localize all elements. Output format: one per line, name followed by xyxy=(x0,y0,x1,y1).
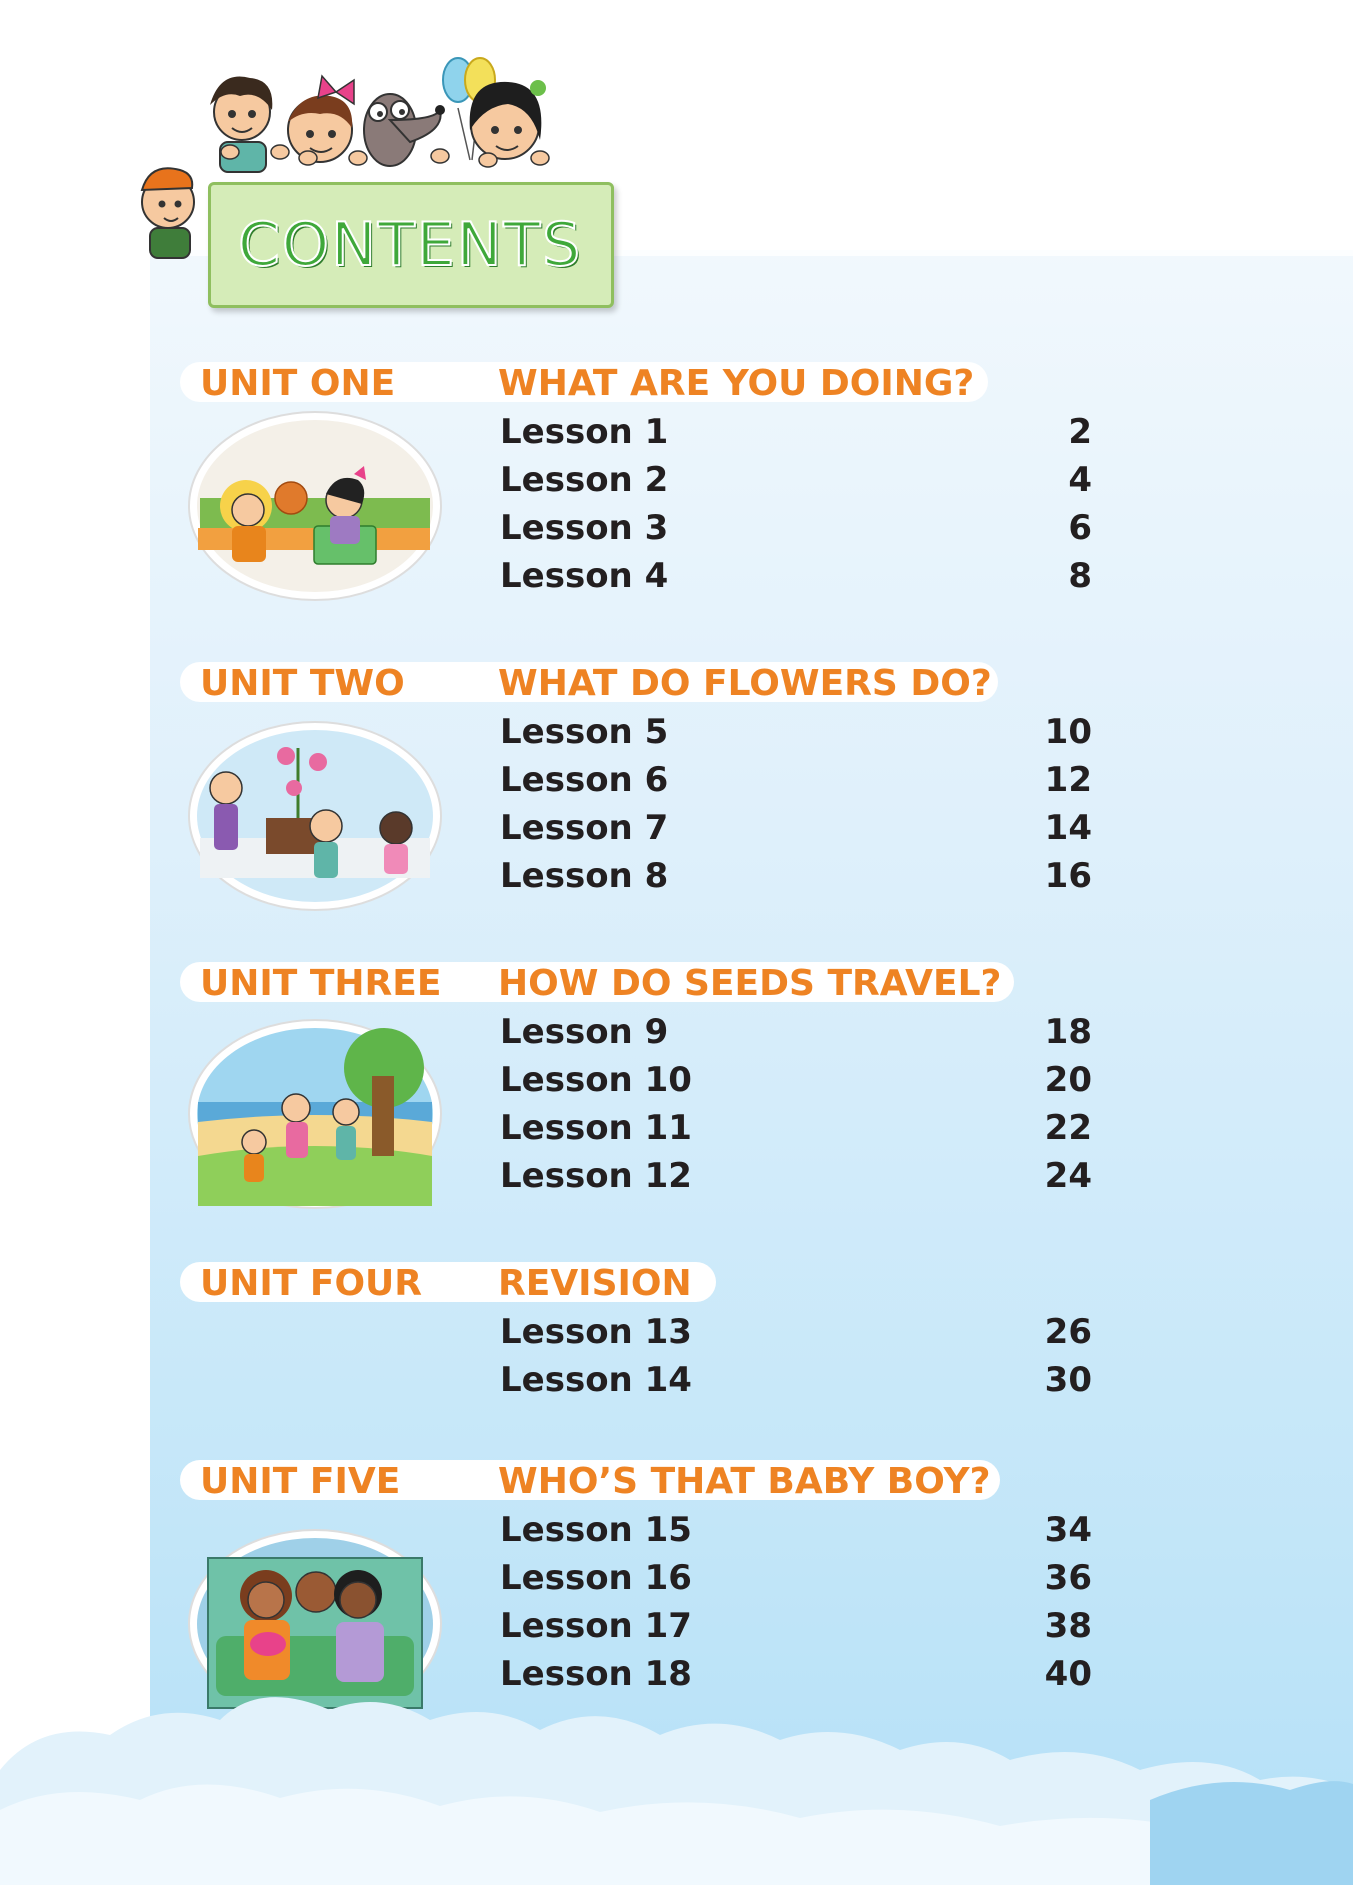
unit-label: UNIT ONE xyxy=(200,363,396,404)
lesson-row[interactable] xyxy=(500,758,1092,802)
lesson-name: Lesson 2 xyxy=(500,460,669,500)
lesson-name: Lesson 4 xyxy=(500,556,669,596)
unit-header xyxy=(180,662,998,702)
clouds-decoration xyxy=(0,1680,1353,1885)
lesson-row[interactable] xyxy=(500,1604,1092,1648)
unit-title: HOW DO SEEDS TRAVEL? xyxy=(498,963,1002,1004)
lesson-page: 34 xyxy=(1044,1510,1092,1550)
lesson-row[interactable] xyxy=(500,1154,1092,1198)
lesson-row[interactable] xyxy=(500,1058,1092,1102)
unit-title: WHO’S THAT BABY BOY? xyxy=(498,1461,991,1502)
lesson-page: 36 xyxy=(1044,1558,1092,1598)
lesson-name: Lesson 14 xyxy=(500,1360,692,1400)
lesson-row[interactable] xyxy=(500,1010,1092,1054)
lesson-page: 40 xyxy=(1044,1654,1092,1694)
lesson-page: 4 xyxy=(1068,460,1092,500)
lesson-row[interactable] xyxy=(500,506,1092,550)
unit-two-illustration xyxy=(186,718,444,914)
unit-label: UNIT THREE xyxy=(200,963,442,1004)
lesson-page: 18 xyxy=(1044,1012,1092,1052)
unit-label: UNIT FIVE xyxy=(200,1461,401,1502)
lesson-row[interactable] xyxy=(500,806,1092,850)
lesson-name: Lesson 16 xyxy=(500,1558,692,1598)
lesson-name: Lesson 15 xyxy=(500,1510,692,1550)
lesson-row[interactable] xyxy=(500,1310,1092,1354)
lesson-name: Lesson 8 xyxy=(500,856,669,896)
lesson-name: Lesson 12 xyxy=(500,1156,692,1196)
unit-three-illustration xyxy=(186,1016,444,1212)
unit-one-illustration xyxy=(186,408,444,604)
lesson-row[interactable] xyxy=(500,1556,1092,1600)
lesson-name: Lesson 5 xyxy=(500,712,669,752)
lesson-row[interactable] xyxy=(500,410,1092,454)
cap-boy-character xyxy=(142,168,194,258)
lesson-name: Lesson 7 xyxy=(500,808,669,848)
lesson-row[interactable] xyxy=(500,1358,1092,1402)
lesson-name: Lesson 10 xyxy=(500,1060,692,1100)
lesson-name: Lesson 18 xyxy=(500,1654,692,1694)
unit-header xyxy=(180,1262,716,1302)
unit-label: UNIT FOUR xyxy=(200,1263,422,1304)
lesson-name: Lesson 1 xyxy=(500,412,669,452)
lesson-name: Lesson 13 xyxy=(500,1312,692,1352)
lesson-name: Lesson 11 xyxy=(500,1108,692,1148)
unit-title: WHAT ARE YOU DOING? xyxy=(498,363,975,404)
lesson-page: 8 xyxy=(1068,556,1092,596)
unit-header xyxy=(180,1460,1000,1500)
lesson-page: 38 xyxy=(1044,1606,1092,1646)
unit-header xyxy=(180,962,1014,1002)
page-title: CONTENTS xyxy=(238,210,583,280)
dark-hair-girl-character xyxy=(470,80,546,159)
lesson-row[interactable] xyxy=(500,458,1092,502)
unit-label: UNIT TWO xyxy=(200,663,405,704)
lesson-name: Lesson 3 xyxy=(500,508,669,548)
lesson-row[interactable] xyxy=(500,1508,1092,1552)
lesson-page: 12 xyxy=(1044,760,1092,800)
lesson-name: Lesson 9 xyxy=(500,1012,669,1052)
lesson-page: 26 xyxy=(1044,1312,1092,1352)
boy-character xyxy=(210,77,272,172)
lesson-page: 20 xyxy=(1044,1060,1092,1100)
girl-character xyxy=(288,76,354,162)
lesson-row[interactable] xyxy=(500,1106,1092,1150)
lesson-row[interactable] xyxy=(500,554,1092,598)
lesson-page: 24 xyxy=(1044,1156,1092,1196)
lesson-page: 14 xyxy=(1044,808,1092,848)
lesson-row[interactable] xyxy=(500,710,1092,754)
lesson-page: 22 xyxy=(1044,1108,1092,1148)
unit-title: WHAT DO FLOWERS DO? xyxy=(498,663,992,704)
unit-title: REVISION xyxy=(498,1263,692,1304)
lesson-name: Lesson 17 xyxy=(500,1606,692,1646)
lesson-page: 10 xyxy=(1044,712,1092,752)
lesson-row[interactable] xyxy=(500,854,1092,898)
lesson-name: Lesson 6 xyxy=(500,760,669,800)
lesson-page: 30 xyxy=(1044,1360,1092,1400)
lesson-page: 6 xyxy=(1068,508,1092,548)
unit-header xyxy=(180,362,988,402)
lesson-page: 2 xyxy=(1068,412,1092,452)
lesson-page: 16 xyxy=(1044,856,1092,896)
